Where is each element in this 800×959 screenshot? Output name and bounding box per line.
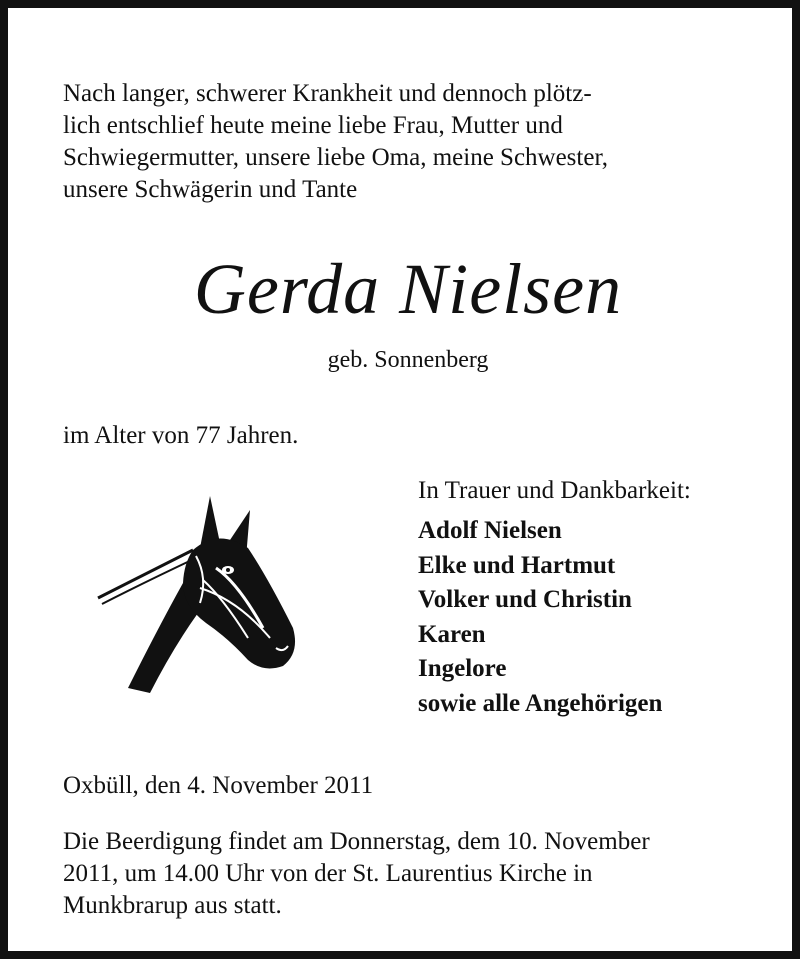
- deceased-name: Gerda Nielsen: [193, 249, 623, 329]
- horse-head-icon: [88, 488, 308, 698]
- mourner-name: Elke und Hartmut: [418, 551, 616, 579]
- funeral-line: Munkbrarup aus statt.: [63, 892, 282, 919]
- funeral-line: 2011, um 14.00 Uhr von der St. Laurentius Kirche in: [63, 860, 593, 887]
- intro-line: unsere Schwägerin und Tante: [63, 176, 358, 203]
- mourner-name: Ingelore: [418, 655, 507, 682]
- age-text: im Alter von 77 Jahren.: [63, 422, 299, 449]
- mourner-name: sowie alle Angehörigen: [418, 689, 663, 717]
- mourner-list: [418, 514, 778, 721]
- place-date: Oxbüll, den 4. November 2011: [63, 772, 374, 799]
- maiden-name: geb. Sonnenberg: [327, 347, 489, 373]
- intro-line: Nach langer, schwerer Krankheit und dennoch plötz-: [63, 80, 592, 107]
- funeral-details: [63, 826, 753, 922]
- intro-text: [63, 78, 753, 206]
- funeral-line: Die Beerdigung findet am Donnerstag, dem 10. November: [63, 828, 650, 855]
- mourners-heading: In Trauer und Dankbarkeit:: [418, 477, 691, 504]
- mourner-name: Volker und Christin: [418, 586, 632, 613]
- intro-line: Schwiegermutter, unsere liebe Oma, meine Schwester,: [63, 144, 609, 171]
- mourner-name: Adolf Nielsen: [418, 517, 562, 544]
- intro-line: lich entschlief heute meine liebe Frau, Mutter und: [63, 112, 563, 139]
- mourners-block: [418, 474, 778, 721]
- mourner-name: Karen: [418, 620, 486, 648]
